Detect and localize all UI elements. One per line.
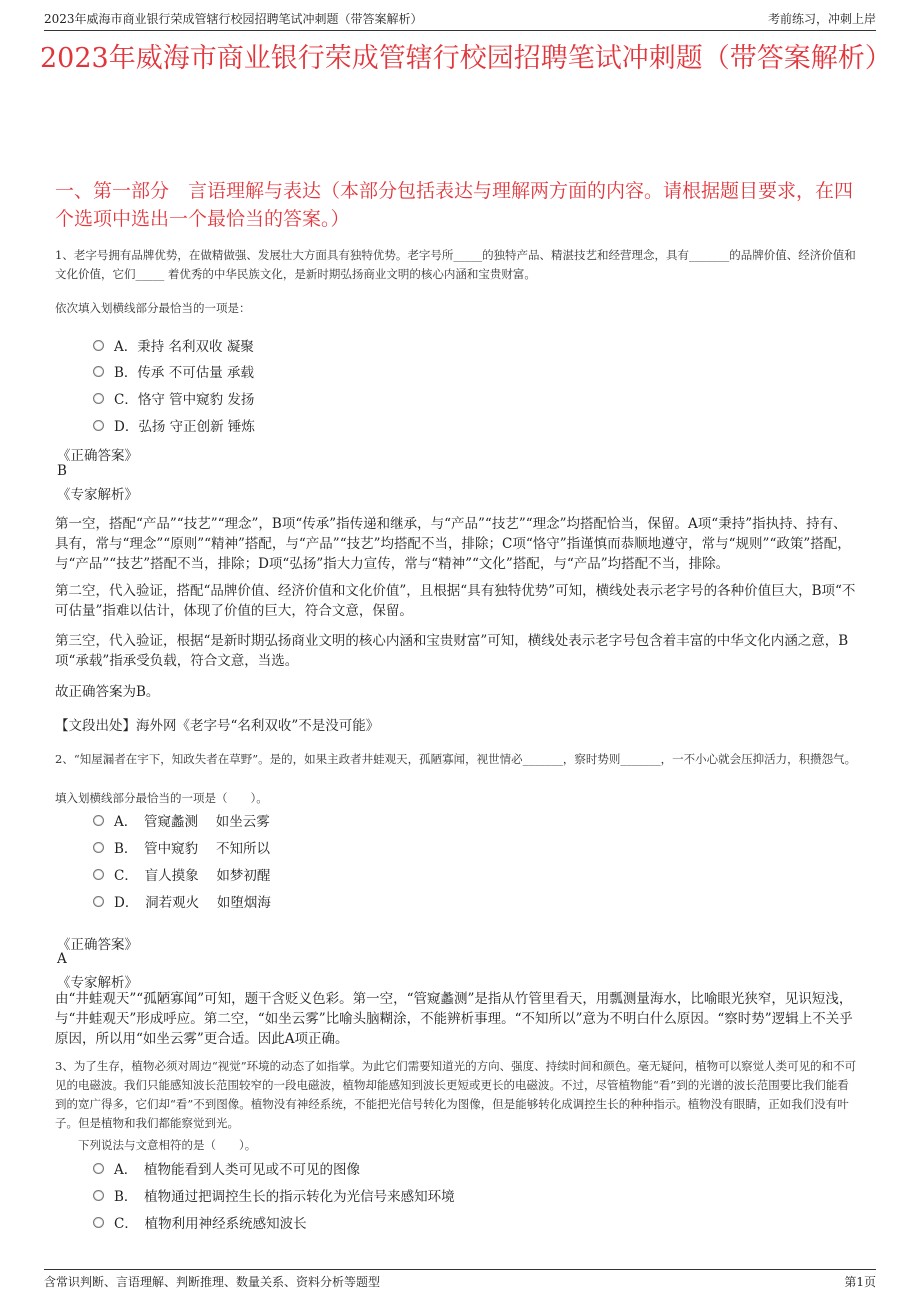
radio-icon[interactable] — [93, 340, 104, 351]
q1-option-a[interactable] — [93, 335, 254, 355]
q3-option-b[interactable] — [93, 1185, 455, 1205]
page-footer — [44, 1269, 876, 1290]
q1-conclusion: 故正确答案为B。 — [55, 684, 160, 700]
q1-analysis-label: 《专家解析》 — [57, 487, 138, 503]
option-label: A． 植物能看到人类可见或不可见的图像 — [114, 1162, 360, 1178]
radio-icon[interactable] — [93, 896, 104, 907]
q1-prompt: 依次填入划横线部分最恰当的一项是： — [55, 301, 251, 315]
radio-icon[interactable] — [93, 815, 104, 826]
page-number: 第1页 — [844, 1275, 876, 1289]
header-document-title: 2023年威海市商业银行荣成管辖行校园招聘笔试冲刺题（带答案解析） — [44, 12, 423, 26]
q1-option-b[interactable] — [93, 361, 254, 381]
radio-icon[interactable] — [93, 1217, 104, 1228]
q2-stem: 2、“知屋漏者在宇下，知政失者在草野”。是的，如果主政者井蛙观天，孤陋寡闻，视世情必_______，察时势则_______，一不小心就会压抑活力，积攒怨气。 — [55, 752, 857, 766]
q2-prompt: 填入划横线部分最恰当的一项是（ ）。 — [55, 791, 268, 805]
option-label: C． 植物利用神经系统感知波长 — [114, 1216, 307, 1232]
q2-analysis-label: 《专家解析》 — [57, 975, 138, 991]
radio-icon[interactable] — [93, 842, 104, 853]
option-label: D．弘扬 守正创新 锤炼 — [114, 419, 255, 435]
radio-icon[interactable] — [93, 869, 104, 880]
q2-answer-label: 《正确答案》 — [57, 937, 138, 953]
option-label: B． 管中窥豹 不知所以 — [114, 841, 270, 857]
q2-analysis: 由“井蛙观天”“孤陋寡闻”可知，题干含贬义色彩。第一空，“管窥蠡测”是指从竹管里看天，用瓢测量海水，比喻眼光狭窄，见识短浅，与“井蛙观天”形成呼应。第二空，“如坐云雾”比喻头脑糊涂，不能辨析事理。“不知所以”意为不明白什么原因。“察时势”逻辑上不关乎原因，所以用“如坐云雾”更合适。因此A项正确。 — [55, 991, 853, 1047]
radio-icon[interactable] — [93, 366, 104, 377]
q2-option-b[interactable] — [93, 837, 270, 857]
page-header — [44, 10, 876, 31]
section-heading: 一、第一部分 言语理解与表达（本部分包括表达与理解两方面的内容。请根据题目要求，在四个选项中选出一个最恰当的答案。） — [55, 180, 854, 230]
option-label: B． 植物通过把调控生长的指示转化为光信号来感知环境 — [114, 1189, 455, 1205]
q1-analysis-para-2: 第二空，代入验证，搭配“品牌价值、经济价值和文化价值”，且根据“具有独特优势”可知，横线处表示老字号的各种价值巨大，B项“不可估量”指难以估计，体现了价值的巨大，符合文意，保留。 — [55, 583, 856, 619]
footer-question-types: 含常识判断、言语理解、判断推理、数量关系、资料分析等题型 — [44, 1275, 381, 1289]
q1-option-c[interactable] — [93, 388, 254, 408]
option-label: A． 管窥蠡测 如坐云雾 — [114, 814, 270, 830]
page-title: 2023年威海市商业银行荣成管辖行校园招聘笔试冲刺题（带答案解析） — [40, 43, 892, 74]
q3-prompt: 下列说法与文意相符的是（ ）。 — [78, 1138, 257, 1152]
q1-source: 【文段出处】海外网《老字号“名利双收”不是没可能》 — [55, 718, 380, 734]
q1-option-d[interactable] — [93, 415, 255, 435]
option-label: C．恪守 管中窥豹 发扬 — [114, 392, 255, 408]
q3-option-c[interactable] — [93, 1212, 307, 1232]
q1-answer: B — [57, 463, 67, 479]
radio-icon[interactable] — [93, 1190, 104, 1201]
radio-icon[interactable] — [93, 420, 104, 431]
radio-icon[interactable] — [93, 393, 104, 404]
q1-answer-label: 《正确答案》 — [57, 448, 138, 464]
q1-stem: 1、老字号拥有品牌优势，在做精做强、发展壮大方面具有独特优势。老字号所_____的独特产品、精湛技艺和经营理念，具有_______的品牌价值、经济价值和文化价值，它们_____ 着优秀的中华民族文化，是新时期弘扬商业文明的核心内涵和宝贵财富。 — [55, 248, 856, 281]
option-label: B．传承 不可估量 承载 — [114, 365, 255, 381]
q2-answer: A — [57, 951, 67, 967]
option-label: A．秉持 名利双收 凝聚 — [114, 339, 254, 355]
option-label: D． 洞若观火 如堕烟海 — [114, 895, 271, 911]
radio-icon[interactable] — [93, 1163, 104, 1174]
q3-stem: 3、为了生存，植物必须对周边“视觉”环境的动态了如指掌。为此它们需要知道光的方向、强度、持续时间和颜色。毫无疑问，植物可以察觉人类可见的和不可见的电磁波。我们只能感知波长范围较窄的一段电磁波，植物却能感知到波长更短或更长的电磁波。不过，尽管植物能“看”到的光谱的波长范围要比我们能看到的宽广得多，它们却“看”不到图像。植物没有神经系统，不能把光信号转化为图像，但是能够转化成调控生长的种种指示。植物没有眼睛，正如我们没有叶子。但是植物和我们都能察觉到光。 — [55, 1059, 857, 1130]
header-slogan: 考前练习，冲刺上岸 — [767, 12, 876, 26]
q2-option-d[interactable] — [93, 891, 271, 911]
q1-analysis-para-3: 第三空，代入验证，根据“是新时期弘扬商业文明的核心内涵和宝贵财富”可知，横线处表示老字号包含着丰富的中华文化内涵之意，B项“承载”指承受负载，符合文意，当选。 — [55, 633, 849, 669]
q1-analysis-para-1: 第一空，搭配“产品”“技艺”“理念”，B项“传承”指传递和继承，与“产品”“技艺”“理念”均搭配恰当，保留。A项“秉持”指执持、持有、具有，常与“理念”“原则”“精神”搭配，与“产品”“技艺”均搭配不当，排除；C项“恪守”指谨慎而恭顺地遵守，常与“规则”“政策”搭配，与“产品”“技艺”搭配不当，排除；D项“弘扬”指大力宣传，常与“精神”“文化”搭配，与“产品”均搭配不当，排除。 — [55, 516, 851, 572]
q2-option-c[interactable] — [93, 864, 270, 884]
q3-option-a[interactable] — [93, 1158, 360, 1178]
q2-option-a[interactable] — [93, 810, 270, 830]
option-label: C． 盲人摸象 如梦初醒 — [114, 868, 271, 884]
